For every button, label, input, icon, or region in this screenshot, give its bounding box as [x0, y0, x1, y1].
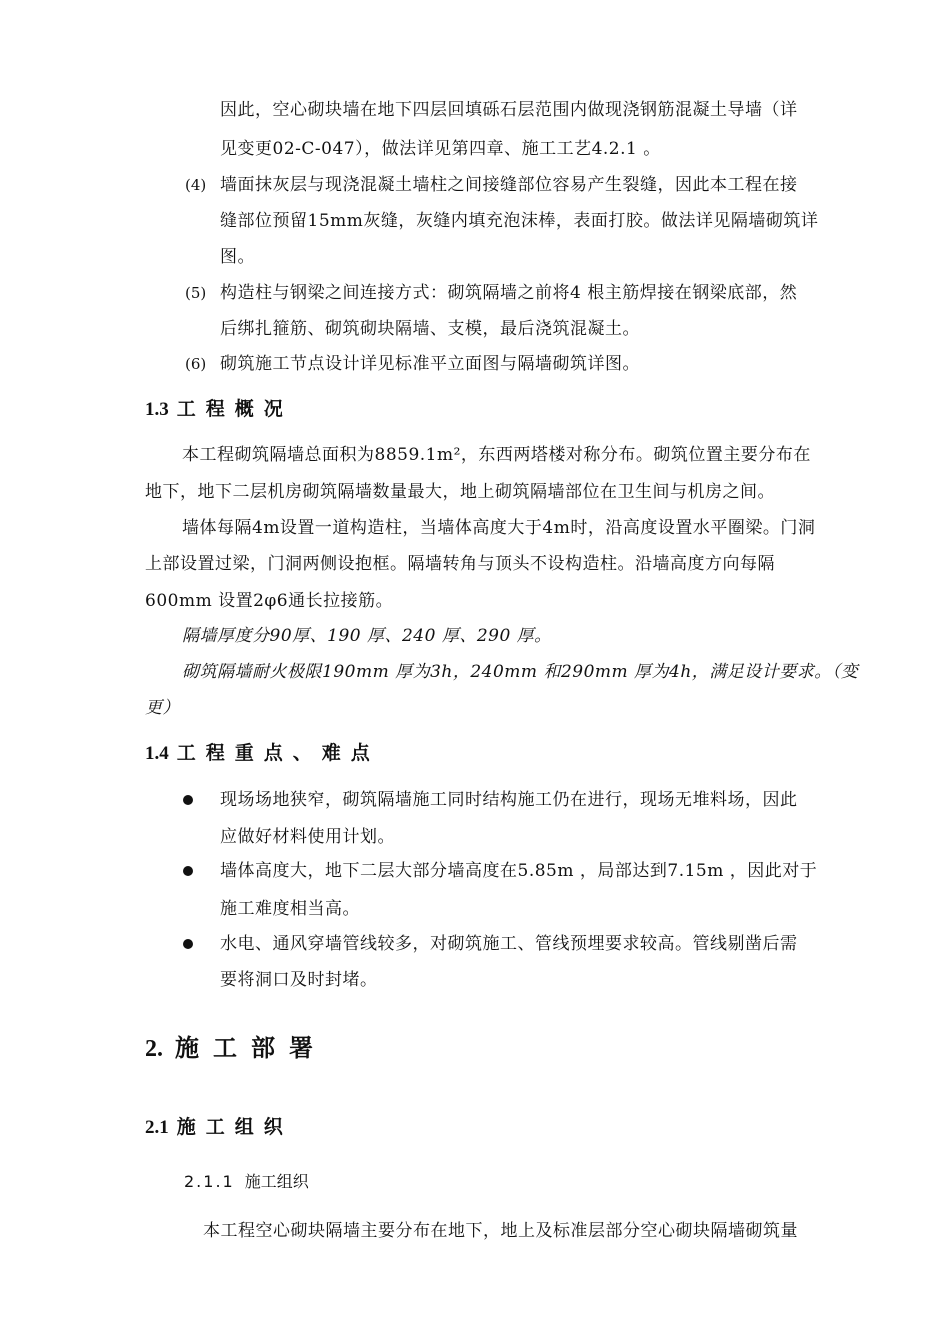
bullet-3-line-1: 水电、通风穿墙管线较多，对砌筑施工、管线预埋要求较高。管线剔凿后需	[220, 934, 798, 954]
heading-2-number: 2.	[145, 1036, 163, 1062]
heading-2	[145, 1034, 327, 1063]
sec13-p4-line-1: 砌筑隔墙耐火极限190mm 厚为3h，240mm 和290mm 厚为4h，满足设计要求。（变	[182, 662, 859, 682]
item3-line-1: 因此，空心砌块墙在地下四层回填砾石层范围内做现浇钢筋混凝土导墙（详	[220, 100, 798, 120]
bullet-1-line-1: 现场场地狭窄，砌筑隔墙施工同时结构施工仍在进行，现场无堆料场，因此	[220, 790, 798, 810]
sec13-p2-line-1: 墙体每隔4m设置一道构造柱，当墙体高度大于4m时，沿高度设置水平圈梁。门洞	[182, 518, 816, 538]
bullet-2-line-2: 施工难度相当高。	[220, 899, 360, 919]
bullet-3-line-2: 要将洞口及时封堵。	[220, 970, 378, 990]
heading-1-3-number: 1.3	[145, 399, 169, 420]
sec13-p1-line-1: 本工程砌筑隔墙总面积为8859.1m²，东西两塔楼对称分布。砌筑位置主要分布在	[182, 445, 811, 465]
item3-line-2: 见变更02-C-047），做法详见第四章、施工工艺4.2.1 。	[220, 139, 661, 159]
bullet-dot-1	[183, 795, 193, 805]
sec13-p4-line-2: 更）	[145, 698, 180, 718]
heading-2-1	[145, 1115, 293, 1140]
heading-2-1-1-title: 施工组织	[244, 1172, 309, 1191]
heading-1-3	[145, 397, 293, 422]
bullet-1-line-2: 应做好材料使用计划。	[220, 827, 395, 847]
heading-2-1-1-number: 2.1.1	[184, 1172, 235, 1191]
sec13-p3: 隔墙厚度分90厚、190 厚、240 厚、290 厚。	[182, 626, 552, 646]
item4-marker: (4)	[185, 176, 207, 194]
sec13-p2-line-2: 上部设置过梁，门洞两侧设抱框。隔墙转角与顶头不设构造柱。沿墙高度方向每隔	[145, 554, 775, 574]
bullet-dot-2	[183, 866, 193, 876]
heading-1-4-number: 1.4	[145, 743, 169, 764]
heading-2-1-title: 施工组织	[176, 1116, 293, 1138]
item6-marker: (6)	[185, 355, 207, 373]
heading-1-3-title: 工程概况	[176, 398, 293, 420]
heading-2-title: 施工部署	[175, 1033, 327, 1062]
bullet-dot-3	[183, 939, 193, 949]
item6-line-1: 砌筑施工节点设计详见标准平立面图与隔墙砌筑详图。	[220, 354, 640, 374]
sec211-paragraph-line-1: 本工程空心砌块隔墙主要分布在地下，地上及标准层部分空心砌块隔墙砌筑量	[203, 1221, 798, 1241]
sec13-p2-line-3: 600mm 设置2φ6通长拉接筋。	[145, 591, 394, 611]
heading-1-4-title: 工程重点、难点	[176, 742, 380, 764]
item5-marker: (5)	[185, 284, 207, 302]
heading-2-1-1	[184, 1171, 309, 1193]
sec13-p1-line-2: 地下，地下二层机房砌筑隔墙数量最大，地上砌筑隔墙部位在卫生间与机房之间。	[145, 482, 775, 502]
item4-line-3: 图。	[220, 247, 255, 267]
item5-line-2: 后绑扎箍筋、砌筑砌块隔墙、支模，最后浇筑混凝土。	[220, 319, 640, 339]
heading-1-4	[145, 741, 380, 766]
item5-line-1: 构造柱与钢梁之间连接方式：砌筑隔墙之前将4 根主筋焊接在钢梁底部，然	[220, 283, 798, 303]
item4-line-2: 缝部位预留15mm灰缝，灰缝内填充泡沫棒，表面打胶。做法详见隔墙砌筑详	[220, 211, 819, 231]
item4-line-1: 墙面抹灰层与现浇混凝土墙柱之间接缝部位容易产生裂缝，因此本工程在接	[220, 175, 798, 195]
heading-2-1-number: 2.1	[145, 1117, 169, 1138]
bullet-2-line-1: 墙体高度大，地下二层大部分墙高度在5.85m ，局部达到7.15m ，因此对于	[220, 861, 818, 881]
